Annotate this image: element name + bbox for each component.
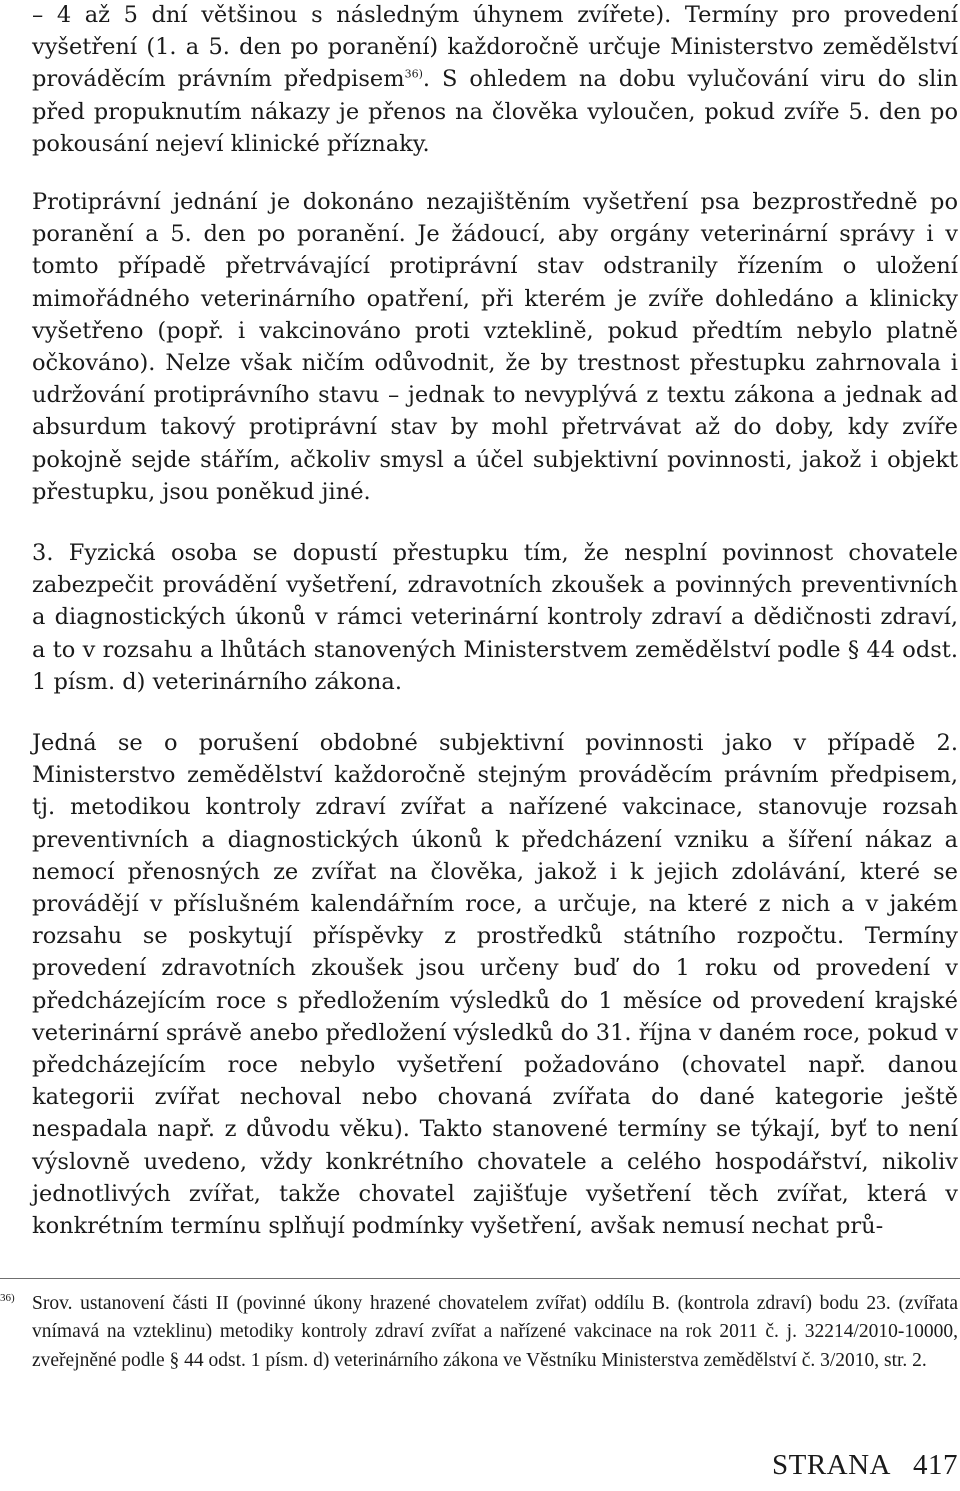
paragraph-3-text: Fyzická osoba se dopustí přestupku tím, že nesplní povinnost chovatele zabezpečit provádění vyšetření, zdravotních zkoušek a povinných preventivních a diagnostických úkonů v rámci veterinární kontroly zdraví a dědičnosti zdraví, a to v rozsahu a lhůtách stanovených Ministerstvem zemědělství podle § 44 odst. 1 písm. d) veterinárního zákona. <box>32 540 958 695</box>
footnote-divider <box>0 1278 960 1279</box>
page-label: STRANA <box>771 1449 891 1481</box>
paragraph-continuation <box>32 0 958 160</box>
paragraph-4-text: Jedná se o porušení obdobné subjektivní povinnosti jako v případě 2. Ministerstvo zemědělství každoročně stejným prováděcím právním předpisem, tj. metodikou kontroly zdraví zvířat a nařízené vakcinace, stanovuje rozsah preventivních a diagnostických úkonů k předcházení vzniku a šíření nákaz a nemocí přenosných ze zvířat na člověka, jakož i k jejich zdolávání, které se provádějí v příslušném kalendářním roce, a určuje, na které z nich a v jakém rozsahu se poskytují příspěvky z prostředků státního rozpočtu. Termíny provedení zdravotních zkoušek jsou určeny buď do 1 roku od provedení v předcházejícím roce s předložením výsledků do 1 měsíce od provedení krajské veterinární správě anebo předložení výsledků do 31. října v daném roce, pokud v předcházejícím roce nebylo vyšetření požadováno (chovatel např. danou kategorii zvířat nechoval nebo chovaná zvířata do dané kategorie ještě nespadala např. z důvodu věku). Takto stanovené termíny se týkají, byť to není výslovně uvedeno, vždy konkrétního chovatele a celého hospodářství, nikoliv jednotlivých zvířat, takže chovatel zajišťuje vyšetření těch zvířat, která v konkrétním termínu splňují podmínky vyšetření, avšak nemusí nechat prů- <box>32 730 958 1240</box>
paragraph-4 <box>32 727 958 1242</box>
paragraph-3 <box>32 537 958 698</box>
footnote-text: Srov. ustanovení části II (povinné úkony hrazené chovatelem zvířat) oddílu B. (kontrola zdraví) bodu 23. (zvířata vnímavá na vzteklinu) metodiky kontroly zdraví zvířat a nařízené vakcinace na rok 2011 č. j. 32214/2010-10000, zveřejněné podle § 44 odst. 1 písm. d) veterinárního zákona ve Věstníku Ministerstva zemědělství č. 3/2010, str. 2. <box>32 1293 958 1371</box>
footnote-mark: 36) <box>0 1292 15 1304</box>
page-number: 417 <box>913 1449 958 1481</box>
footnote-reference[interactable]: 36) <box>404 67 423 81</box>
paragraph-2 <box>32 186 958 508</box>
paragraph-1-text-cont: . S ohledem na dobu vylučování viru do slin před propuknutím nákazy je přenos na člověka vyloučen, pokud zvíře 5. den po pokousání nejeví klinické příznaky. <box>32 66 958 157</box>
page-footer <box>772 1449 958 1482</box>
paragraph-1-text: – 4 až 5 dní většinou s následným úhynem zvířete). Termíny pro provedení vyšetření (1. a 5. den po poranění) každoročně určuje Ministerstvo zemědělství prováděcím právním předpisem <box>32 2 958 93</box>
paragraph-2-text: Protiprávní jednání je dokonáno nezajištěním vyšetření psa bezprostředně po poranění a 5. den po poranění. Je žádoucí, aby orgány veterinární správy i v tomto případě přetrvávající protiprávní stav odstranily řízením o uložení mimořádného veterinárního opatření, při kterém je zvíře dohledáno a klinicky vyšetřeno (popř. i vakcinováno proti vzteklině, pokud předtím nebylo platně očkováno). Nelze však ničím odůvodnit, že by trestnost přestupku zahrnovala i udržování protiprávního stavu – jednak to nevyplývá z textu zákona a jednak ad absurdum takový protiprávní stav by mohl přetrvávat až do doby, kdy zvíře pokojně sejde stářím, ačkoliv smysl a účel subjektivní povinnosti, jakož i objekt přestupku, jsou poněkud jiné. <box>32 189 958 505</box>
paragraph-3-number: 3. <box>32 540 54 566</box>
